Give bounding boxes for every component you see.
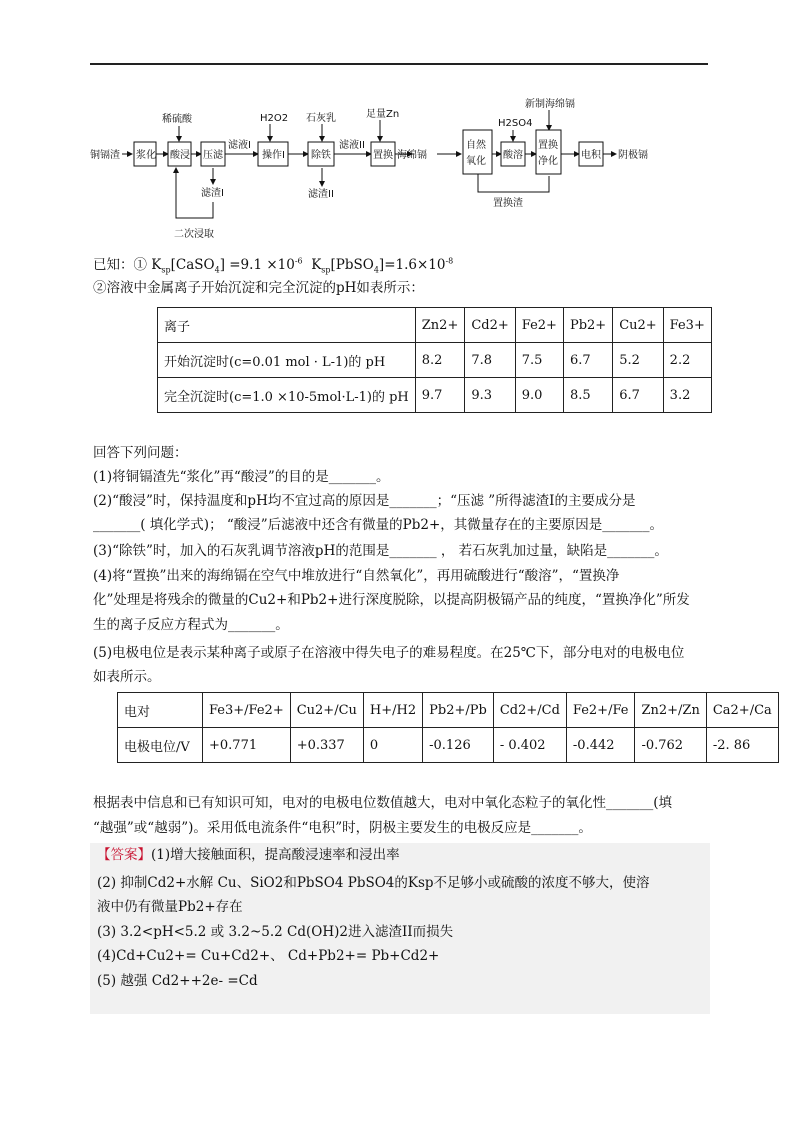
box-iron-removal: 除铁 xyxy=(311,150,331,161)
answer-2b: 液中仍有微量Pb2+存在 xyxy=(97,899,243,915)
table1-cell: 9.7 xyxy=(415,378,465,413)
label-lime-milk: 石灰乳 xyxy=(306,113,336,124)
question-4b: 化”处理是将残余的微量的Cu2+和Pb2+进行深度脱除，以提高阴极镉产品的纯度，“置换净化”所发 xyxy=(93,592,690,608)
box-op1: 操作I xyxy=(262,150,285,161)
table2-value: -0.762 xyxy=(635,728,706,763)
table1-corner: 离子 xyxy=(158,308,416,343)
table1-ion: Fe3+ xyxy=(663,308,711,343)
label-sponge-cd: 海绵镉 xyxy=(397,150,427,161)
box-filter-press: 压滤 xyxy=(203,150,223,161)
table1-cell: 7.5 xyxy=(515,343,563,378)
table1-cell: 9.3 xyxy=(465,378,515,413)
label-residue1: 滤渣I xyxy=(201,188,224,199)
table1-ion: Fe2+ xyxy=(515,308,563,343)
question-5c: 根据表中信息和已有知识可知，电对的电极电位数值越大，电对中氧化态粒子的氧化性_______(填 xyxy=(93,795,673,811)
answer-5: (5) 越强 Cd2++2e- =Cd xyxy=(97,973,258,989)
box-purify-2: 净化 xyxy=(538,156,558,167)
question-2b: _______( 填化学式)； “酸浸”后滤液中还含有微量的Pb2+，其微量存在的主要原因是_______。 xyxy=(93,517,664,533)
label-h2so4: H2SO4 xyxy=(498,118,533,129)
answer-1-line xyxy=(97,845,400,865)
question-1: (1)将铜镉渣先“浆化”再“酸浸”的目的是_______。 xyxy=(93,469,390,485)
answer-3: (3) 3.2<pH<5.2 或 3.2~5.2 Cd(OH)2进入滤渣II而损失 xyxy=(97,924,454,940)
table1-cell: 8.5 xyxy=(563,378,612,413)
table1-ion: Pb2+ xyxy=(563,308,612,343)
table2-couple: Cu2+/Cu xyxy=(290,693,363,728)
label-product: 阴极镉 xyxy=(618,150,648,161)
answer-1: (1)增大接触面积，提高酸浸速率和浸出率 xyxy=(151,847,400,863)
box-slurry: 浆化 xyxy=(136,150,156,161)
table2-value: -2. 86 xyxy=(706,728,778,763)
label-residue2: 滤渣II xyxy=(308,189,334,200)
table1-cell: 5.2 xyxy=(613,343,663,378)
table2-value: +0.771 xyxy=(203,728,291,763)
table2-value: -0.126 xyxy=(423,728,494,763)
box-displace: 置换 xyxy=(373,150,393,161)
table1-row1-label: 开始沉淀时(c=0.01 mol · L-1)的 pH xyxy=(158,343,416,378)
answer-tag: 【答案】 xyxy=(97,847,151,863)
table1-cell: 6.7 xyxy=(613,378,663,413)
known-item1-line: 已知：① $K_{sp}[CaSO_4] =9.1 \times 10^{-6}$ $K_{sp}[PbSO_4]=1.6\times 10^{-8}$ xyxy=(93,256,454,275)
table2-couple: Ca2+/Ca xyxy=(706,693,778,728)
question-2a: (2)“酸浸”时，保持温度和pH均不宜过高的原因是_______；“压滤 ”所得滤渣I的主要成分是 xyxy=(93,493,636,509)
table2-header-label: 电对 xyxy=(118,693,203,728)
table1-ion: Cu2+ xyxy=(613,308,663,343)
box-electro: 电积 xyxy=(581,150,601,161)
table2-couple: H+/H2 xyxy=(363,693,422,728)
table2-value: +0.337 xyxy=(290,728,363,763)
table1-cell: 7.8 xyxy=(465,343,515,378)
box-acid-leach: 酸浸 xyxy=(170,150,190,161)
table1-cell: 8.2 xyxy=(415,343,465,378)
questions-intro: 回答下列问题： xyxy=(93,445,188,461)
table1-cell: 9.0 xyxy=(515,378,563,413)
table2-couple: Fe2+/Fe xyxy=(566,693,635,728)
question-5b: 如表所示。 xyxy=(93,669,161,685)
label-excess-zn: 足量Zn xyxy=(366,109,400,120)
table2-couple: Zn2+/Zn xyxy=(635,693,706,728)
known-item2: ②溶液中金属离子开始沉淀和完全沉淀的pH如表所示： xyxy=(93,280,424,296)
question-5a: (5)电极电位是表示某种离子或原子在溶液中得失电子的难易程度。在25℃下，部分电对的电极电位 xyxy=(93,645,685,661)
table2-couple: Pb2+/Pb xyxy=(423,693,494,728)
answer-4: (4)Cd+Cu2+= Cu+Cd2+、 Cd+Pb2+= Pb+Cd2+ xyxy=(97,948,440,964)
table2-value: 0 xyxy=(363,728,422,763)
label-secondary-leach: 二次浸取 xyxy=(174,229,214,240)
flow-start: 铜镉渣 xyxy=(90,150,120,161)
table2-couple: Cd2+/Cd xyxy=(493,693,566,728)
table1-cell: 6.7 xyxy=(563,343,612,378)
question-3: (3)“除铁”时，加入的石灰乳调节溶液pH的范围是_______ ， 若石灰乳加过量，缺陷是_______。 xyxy=(93,543,668,559)
answer-2a: (2) 抑制Cd2+水解 Cu、SiO2和PbSO4 PbSO4的Ksp不足够小或硫酸的浓度不够大，使溶 xyxy=(97,875,650,891)
precipitation-ph-table xyxy=(157,307,712,413)
label-h2o2: H2O2 xyxy=(260,113,289,124)
header-rule xyxy=(90,63,708,65)
label-filtrate2: 滤液II xyxy=(339,140,365,151)
table2-value: - 0.402 xyxy=(493,728,566,763)
known-prefix: 已知： xyxy=(93,257,134,273)
question-4a: (4)将“置换”出来的海绵镉在空气中堆放进行“自然氧化”，再用硫酸进行“酸溶”，“置换净 xyxy=(93,568,620,584)
label-fresh-sponge: 新制海绵镉 xyxy=(525,99,575,110)
box-acid-dissolve: 酸溶 xyxy=(503,150,523,161)
label-displace-residue: 置换渣 xyxy=(493,198,523,209)
table1-cell: 3.2 xyxy=(663,378,711,413)
question-5d: “越强”或“越弱”)。采用低电流条件“电积”时，阴极主要发生的电极反应是_______。 xyxy=(93,820,592,836)
box-purify-1: 置换 xyxy=(538,140,558,151)
table2-value: -0.442 xyxy=(566,728,635,763)
table1-ion: Cd2+ xyxy=(465,308,515,343)
process-flow-diagram xyxy=(88,92,708,242)
box-nat-ox-1: 自然 xyxy=(466,140,486,151)
question-4c: 生的离子反应方程式为_______。 xyxy=(93,617,289,633)
table1-cell: 2.2 xyxy=(663,343,711,378)
table2-couple: Fe3+/Fe2+ xyxy=(203,693,291,728)
label-dilute-h2so4: 稀硫酸 xyxy=(162,114,192,125)
electrode-potential-table xyxy=(117,692,779,763)
table1-ion: Zn2+ xyxy=(415,308,465,343)
table2-value-label: 电极电位/V xyxy=(118,728,203,763)
table1-row2-label: 完全沉淀时(c=1.0 ×10-5mol·L-1)的 pH xyxy=(158,378,416,413)
label-filtrate1: 滤液I xyxy=(228,140,251,151)
box-nat-ox-2: 氧化 xyxy=(466,156,486,167)
